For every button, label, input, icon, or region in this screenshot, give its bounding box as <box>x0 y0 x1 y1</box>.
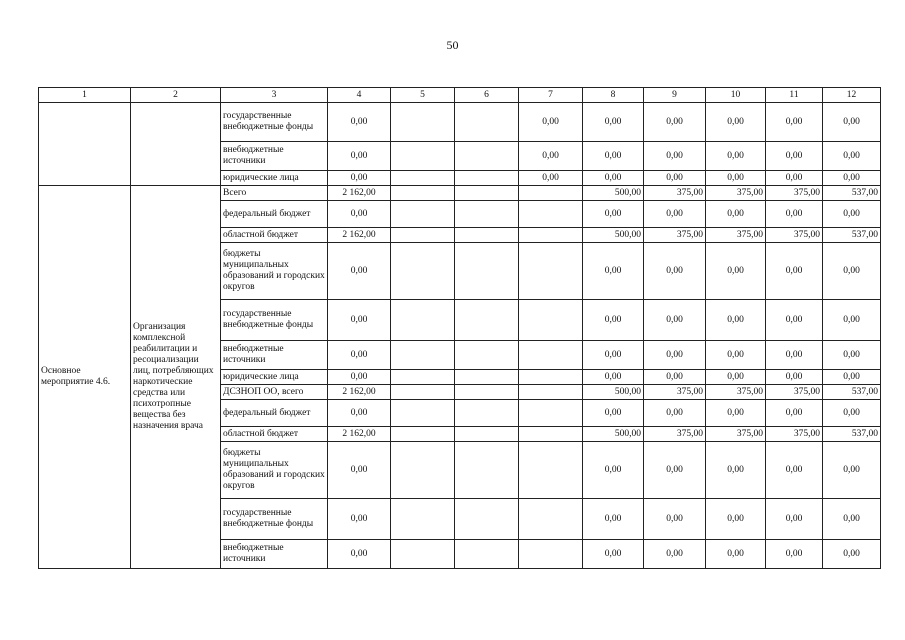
value-col-9: 0,00 <box>644 243 706 300</box>
value-col-7 <box>519 370 583 385</box>
value-col-6 <box>455 370 519 385</box>
value-total: 0,00 <box>328 370 391 385</box>
value-col-6 <box>455 540 519 569</box>
column-header: 6 <box>455 88 519 103</box>
value-col-10: 0,00 <box>706 442 766 499</box>
value-total: 2 162,00 <box>328 427 391 442</box>
value-col-12: 0,00 <box>823 499 881 540</box>
value-total: 0,00 <box>328 499 391 540</box>
funding-source: федеральный бюджет <box>221 400 328 427</box>
value-col-10: 0,00 <box>706 540 766 569</box>
value-col-8: 500,00 <box>583 228 644 243</box>
value-col-9: 375,00 <box>644 186 706 201</box>
value-col-11: 0,00 <box>766 142 823 171</box>
value-col-7: 0,00 <box>519 103 583 142</box>
value-col-8: 0,00 <box>583 400 644 427</box>
value-col-8: 0,00 <box>583 442 644 499</box>
value-col-6 <box>455 499 519 540</box>
empty-cell <box>39 103 131 186</box>
value-col-5 <box>391 341 455 370</box>
value-col-7 <box>519 201 583 228</box>
value-col-9: 0,00 <box>644 300 706 341</box>
value-col-10: 0,00 <box>706 142 766 171</box>
value-col-8: 0,00 <box>583 142 644 171</box>
value-total: 0,00 <box>328 540 391 569</box>
funding-source: государственные внебюджетные фонды <box>221 103 328 142</box>
value-col-9: 0,00 <box>644 370 706 385</box>
value-col-6 <box>455 341 519 370</box>
value-col-12: 0,00 <box>823 400 881 427</box>
funding-source: внебюджетные источники <box>221 142 328 171</box>
value-total: 0,00 <box>328 171 391 186</box>
value-col-7 <box>519 499 583 540</box>
value-total: 0,00 <box>328 442 391 499</box>
column-header: 2 <box>131 88 221 103</box>
value-total: 0,00 <box>328 341 391 370</box>
value-col-7 <box>519 427 583 442</box>
funding-source: федеральный бюджет <box>221 201 328 228</box>
value-col-11: 0,00 <box>766 171 823 186</box>
value-col-12: 0,00 <box>823 341 881 370</box>
table-row <box>39 103 881 142</box>
value-col-10: 0,00 <box>706 400 766 427</box>
value-col-9: 0,00 <box>644 201 706 228</box>
value-col-7: 0,00 <box>519 142 583 171</box>
funding-source: бюджеты муниципальных образований и городских округов <box>221 243 328 300</box>
value-col-9: 0,00 <box>644 442 706 499</box>
value-col-9: 0,00 <box>644 341 706 370</box>
value-col-12: 0,00 <box>823 442 881 499</box>
value-col-5 <box>391 201 455 228</box>
column-header: 11 <box>766 88 823 103</box>
column-header: 1 <box>39 88 131 103</box>
value-col-10: 375,00 <box>706 427 766 442</box>
column-header: 5 <box>391 88 455 103</box>
value-col-6 <box>455 228 519 243</box>
value-col-8: 500,00 <box>583 427 644 442</box>
value-total: 2 162,00 <box>328 186 391 201</box>
funding-source: внебюджетные источники <box>221 540 328 569</box>
value-col-12: 537,00 <box>823 228 881 243</box>
value-col-12: 0,00 <box>823 103 881 142</box>
value-col-10: 375,00 <box>706 186 766 201</box>
value-total: 0,00 <box>328 300 391 341</box>
column-header: 9 <box>644 88 706 103</box>
value-col-10: 0,00 <box>706 300 766 341</box>
value-col-9: 375,00 <box>644 427 706 442</box>
value-col-12: 0,00 <box>823 201 881 228</box>
value-col-11: 0,00 <box>766 201 823 228</box>
value-col-9: 0,00 <box>644 540 706 569</box>
value-col-11: 0,00 <box>766 300 823 341</box>
value-col-12: 0,00 <box>823 370 881 385</box>
value-col-6 <box>455 400 519 427</box>
value-col-8: 0,00 <box>583 370 644 385</box>
value-total: 0,00 <box>328 103 391 142</box>
value-col-6 <box>455 171 519 186</box>
value-col-9: 0,00 <box>644 103 706 142</box>
funding-source: юридические лица <box>221 171 328 186</box>
value-total: 2 162,00 <box>328 385 391 400</box>
value-col-11: 0,00 <box>766 400 823 427</box>
value-col-5 <box>391 300 455 341</box>
value-col-7 <box>519 243 583 300</box>
value-col-11: 0,00 <box>766 499 823 540</box>
funding-source: Всего <box>221 186 328 201</box>
value-col-10: 0,00 <box>706 499 766 540</box>
value-col-9: 0,00 <box>644 400 706 427</box>
value-col-11: 0,00 <box>766 370 823 385</box>
funding-source: государственные внебюджетные фонды <box>221 300 328 341</box>
value-col-12: 537,00 <box>823 385 881 400</box>
value-col-11: 0,00 <box>766 442 823 499</box>
value-col-6 <box>455 142 519 171</box>
value-col-10: 0,00 <box>706 370 766 385</box>
value-col-8: 0,00 <box>583 499 644 540</box>
value-col-7 <box>519 385 583 400</box>
value-col-8: 0,00 <box>583 341 644 370</box>
value-col-7 <box>519 400 583 427</box>
value-total: 0,00 <box>328 243 391 300</box>
value-col-12: 537,00 <box>823 427 881 442</box>
budget-table <box>38 87 881 569</box>
value-col-11: 0,00 <box>766 243 823 300</box>
value-col-7 <box>519 228 583 243</box>
previous-activity-block <box>39 103 881 186</box>
value-col-11: 375,00 <box>766 186 823 201</box>
value-col-7 <box>519 540 583 569</box>
value-total: 0,00 <box>328 400 391 427</box>
funding-source: ДСЗНОП ОО, всего <box>221 385 328 400</box>
column-header: 4 <box>328 88 391 103</box>
column-header: 10 <box>706 88 766 103</box>
value-col-5 <box>391 385 455 400</box>
value-total: 0,00 <box>328 201 391 228</box>
column-header: 8 <box>583 88 644 103</box>
value-col-8: 0,00 <box>583 540 644 569</box>
value-col-5 <box>391 540 455 569</box>
value-col-8: 500,00 <box>583 186 644 201</box>
value-col-5 <box>391 103 455 142</box>
activity-4-6-block <box>39 186 881 569</box>
value-col-12: 0,00 <box>823 142 881 171</box>
value-col-8: 0,00 <box>583 171 644 186</box>
value-col-6 <box>455 186 519 201</box>
value-col-8: 0,00 <box>583 103 644 142</box>
funding-source: юридические лица <box>221 370 328 385</box>
value-col-6 <box>455 103 519 142</box>
value-col-12: 0,00 <box>823 171 881 186</box>
value-col-6 <box>455 300 519 341</box>
value-col-10: 375,00 <box>706 385 766 400</box>
value-col-12: 0,00 <box>823 300 881 341</box>
column-header: 3 <box>221 88 328 103</box>
value-col-11: 375,00 <box>766 228 823 243</box>
value-col-8: 0,00 <box>583 300 644 341</box>
value-col-10: 0,00 <box>706 243 766 300</box>
value-col-12: 0,00 <box>823 243 881 300</box>
column-header: 12 <box>823 88 881 103</box>
table-row <box>39 186 881 201</box>
funding-source: областной бюджет <box>221 228 328 243</box>
value-col-5 <box>391 370 455 385</box>
value-col-5 <box>391 427 455 442</box>
value-col-11: 0,00 <box>766 103 823 142</box>
value-col-10: 0,00 <box>706 341 766 370</box>
value-col-5 <box>391 228 455 243</box>
value-col-5 <box>391 186 455 201</box>
value-col-9: 375,00 <box>644 385 706 400</box>
value-col-7 <box>519 442 583 499</box>
value-col-7: 0,00 <box>519 171 583 186</box>
value-col-10: 0,00 <box>706 103 766 142</box>
value-col-7 <box>519 300 583 341</box>
value-col-9: 0,00 <box>644 499 706 540</box>
value-col-9: 375,00 <box>644 228 706 243</box>
value-col-5 <box>391 442 455 499</box>
value-col-11: 0,00 <box>766 540 823 569</box>
value-col-10: 0,00 <box>706 201 766 228</box>
value-col-5 <box>391 400 455 427</box>
value-col-6 <box>455 243 519 300</box>
value-col-5 <box>391 243 455 300</box>
funding-source: государственные внебюджетные фонды <box>221 499 328 540</box>
value-total: 2 162,00 <box>328 228 391 243</box>
value-col-9: 0,00 <box>644 171 706 186</box>
value-col-6 <box>455 385 519 400</box>
value-col-11: 375,00 <box>766 385 823 400</box>
value-col-8: 0,00 <box>583 243 644 300</box>
funding-source: областной бюджет <box>221 427 328 442</box>
value-col-12: 537,00 <box>823 186 881 201</box>
value-col-6 <box>455 442 519 499</box>
page-number: 50 <box>446 38 459 52</box>
activity-title: Основное мероприятие 4.6. <box>39 186 131 569</box>
funding-source: внебюджетные источники <box>221 341 328 370</box>
value-col-10: 0,00 <box>706 171 766 186</box>
value-col-7 <box>519 341 583 370</box>
value-col-9: 0,00 <box>644 142 706 171</box>
value-total: 0,00 <box>328 142 391 171</box>
value-col-12: 0,00 <box>823 540 881 569</box>
column-header: 7 <box>519 88 583 103</box>
value-col-7 <box>519 186 583 201</box>
activity-description: Организация комплексной реабилитации и ресоциализации лиц, потребляющих наркотические средства или психотропные вещества без назначения врача <box>131 186 221 569</box>
value-col-6 <box>455 201 519 228</box>
value-col-8: 500,00 <box>583 385 644 400</box>
funding-source: бюджеты муниципальных образований и городских округов <box>221 442 328 499</box>
empty-cell <box>131 103 221 186</box>
value-col-10: 375,00 <box>706 228 766 243</box>
value-col-5 <box>391 142 455 171</box>
value-col-6 <box>455 427 519 442</box>
value-col-11: 375,00 <box>766 427 823 442</box>
value-col-5 <box>391 499 455 540</box>
value-col-11: 0,00 <box>766 341 823 370</box>
column-header-row <box>39 88 881 103</box>
value-col-8: 0,00 <box>583 201 644 228</box>
value-col-5 <box>391 171 455 186</box>
